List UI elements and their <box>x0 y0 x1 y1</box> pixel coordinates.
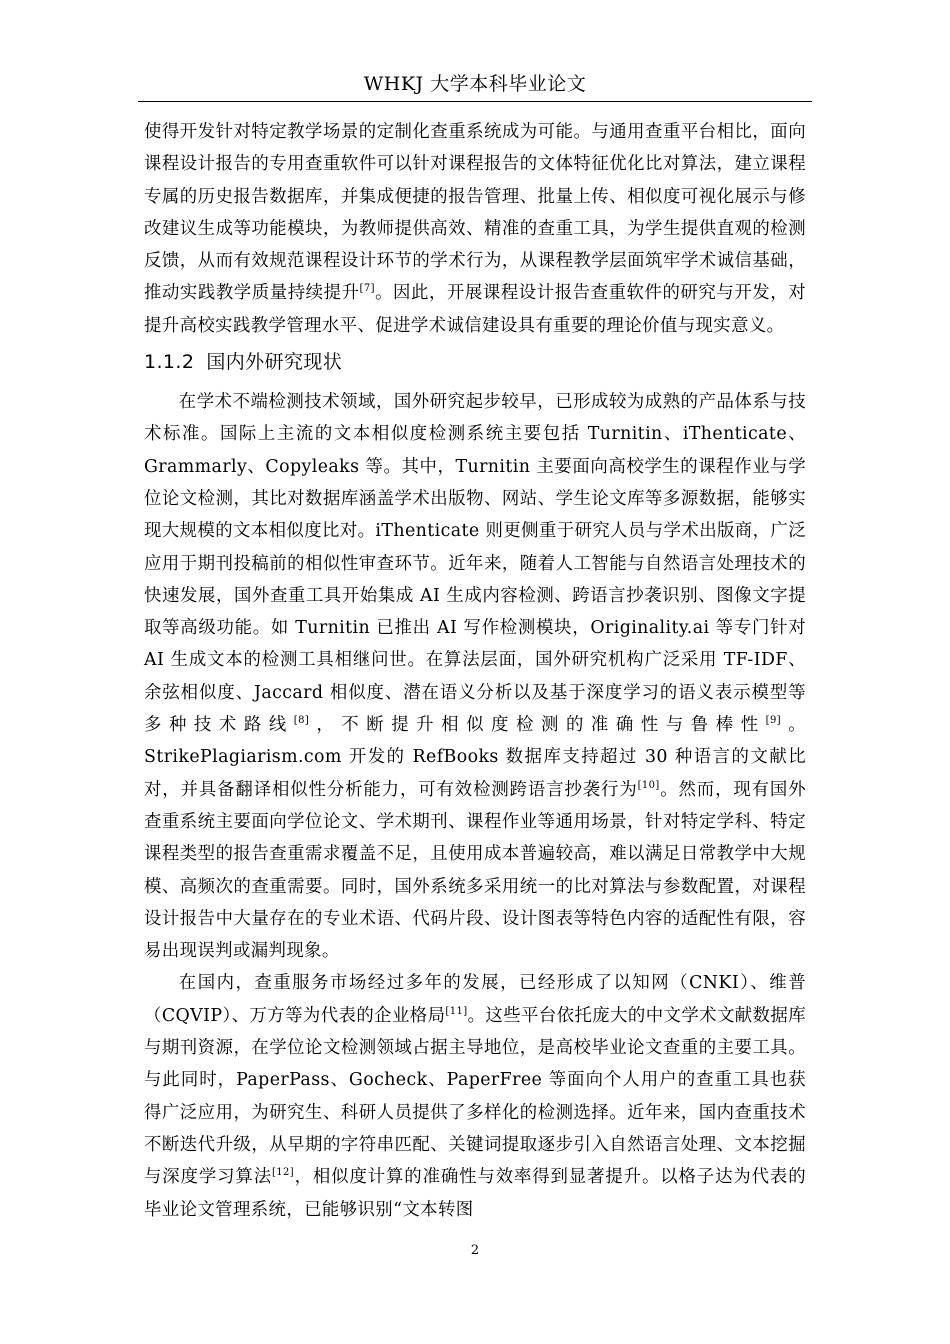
citation-7: [7] <box>359 283 375 295</box>
citation-12: [12] <box>271 1167 295 1179</box>
section-number: 1.1.2 <box>144 351 195 374</box>
citation-11: [11] <box>445 1005 468 1017</box>
paragraph-1-text-cont: 。因此，开展课程设计报告查重软件的研究与开发，对提升高校实践教学管理水平、促进学术诚信建设具有重要的理论价值与现实意义。 <box>144 283 806 336</box>
paragraph-2-text-d: 。然而，现有国外查重系统主要面向学位论文、学术期刊、课程作业等通用场景，针对特定学科、特定课程类型的报告查重需求覆盖不足，且使用成本普遍较高，难以满足日常教学中大规模、高频次的查重需要。同时，国外系统多采用统一的比对算法与参数配置，对课程设计报告中大量存在的专业术语、代码片段、设计图表等特色内容的适配性有限，容易出现误判或漏判现象。 <box>144 779 807 962</box>
paragraph-1 <box>144 116 806 342</box>
paragraph-3-text-c: ，相似度计算的准确性与效率得到显著提升。以格子达为代表的毕业论文管理系统，已能够识别“文本转图 <box>144 1167 807 1220</box>
running-header: WHKJ 大学本科毕业论文 <box>363 73 587 95</box>
citation-8: [8] <box>293 715 310 727</box>
page-number: 2 <box>470 1243 480 1258</box>
citation-9: [9] <box>765 715 782 727</box>
citation-10: [10] <box>637 779 660 791</box>
paragraph-3 <box>144 967 806 1225</box>
paragraph-3-text-b: 。这些平台依托庞大的中文学术文献数据库与期刊资源，在学位论文检测领域占据主导地位，是高校毕业论文查重的主要工具。与此同时，PaperPass、Gocheck、PaperFree 等面向个人用户的查重工具也获得广泛应用，为研究生、科研人员提供了多样化的检测选择。近年来，国内查重技术不断迭代升级，从早期的字符串匹配、关键词提取逐步引入自然语言处理、文本挖掘与深度学习算法 <box>144 1005 806 1188</box>
paragraph-1-text: 使得开发针对特定教学场景的定制化查重系统成为可能。与通用查重平台相比，面向课程设计报告的专用查重软件可以针对课程报告的文体特征优化比对算法，建立课程专属的历史报告数据库，并集成便捷的报告管理、批量上传、相似度可视化展示与修改建议生成等功能模块，为教师提供高效、精准的查重工具，为学生提供直观的检测反馈，从而有效规范课程设计环节的学术行为，从课程教学层面筑牢学术诚信基础，推动实践教学质量持续提升 <box>144 122 806 304</box>
paragraph-2-text-a: 在学术不端检测技术领域，国外研究起步较早，已形成较为成熟的产品体系与技术标准。国际上主流的文本相似度检测系统主要包括 Turnitin、iThenticate、Grammarly、Copyleaks 等。其中，Turnitin 主要面向高校学生的课程作业与学位论文检测，其比对数据库涵盖学术出版物、网站、学生论文库等多源数据，能够实现大规模的文本相似度比对。iThenticate 则更侧重于研究人员与学术出版商，广泛应用于期刊投稿前的相似性审查环节。近年来，随着人工智能与自然语言处理技术的快速发展，国外查重工具开始集成 AI 生成内容检测、跨语言抄袭识别、图像文字提取等高级功能。如 Turnitin 已推出 AI 写作检测模块，Originality.ai 等专门针对 AI 生成文本的检测工具相继问世。在算法层面，国外研究机构广泛采用 TF-IDF、余弦相似度、Jaccard 相似度、潜在语义分析以及基于深度学习的语义表示模型等多种技术路线 <box>144 392 806 736</box>
paragraph-2-text-b: ，不断提升相似度检测的准确性与鲁棒性 <box>309 715 766 736</box>
paragraph-3-text-a: 在国内，查重服务市场经过多年的发展，已经形成了以知网（CNKI）、维普（CQVIP）、万方等为代表的企业格局 <box>144 973 806 1026</box>
header-divider <box>138 101 812 102</box>
paragraph-2-text-c: 。StrikePlagiarism.com 开发的 RefBooks 数据库支持超过 30 种语言的文献比对，并具备翻译相似性分析能力，可有效检测跨语言抄袭行为 <box>144 715 806 800</box>
section-title: 国内外研究现状 <box>206 351 343 374</box>
section-heading <box>144 348 806 376</box>
paragraph-2 <box>144 386 806 967</box>
body-text <box>144 116 806 1226</box>
